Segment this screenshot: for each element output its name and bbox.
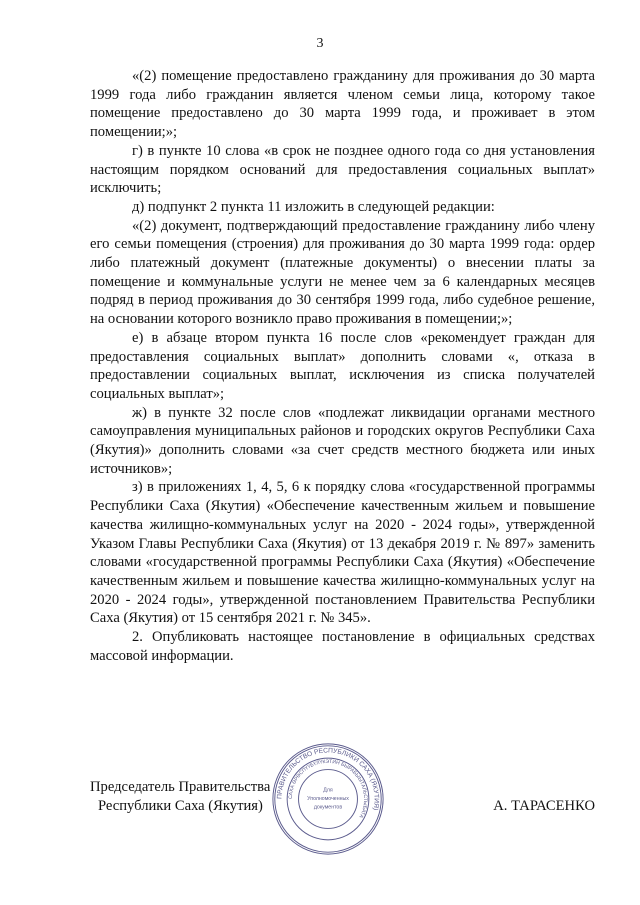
paragraph: д) подпункт 2 пункта 11 изложить в следующей редакции:: [132, 198, 495, 215]
seal-center-text-1: Для: [323, 787, 333, 794]
official-seal: [271, 742, 385, 856]
seal-inner-text: САХА ӨРӨСПҮҮБҮЛҮКЭТИН БЫРАБЫЫТАЛЬСТЫБАТА: [287, 758, 369, 819]
paragraph: «(2) документ, подтверждающий предоставление гражданину либо члену его семьи помещения (строения) для проживания до 30 марта 1999 года: ордер либо платежный документ (платежные документы) о внесении платы за помещение и коммунальные услуги не менее чем за 6 календарных месяцев подряд в период проживания до 30 сентября 1999 года, либо судебное решение, на основании которого возникло право проживания в помещении;»;: [90, 217, 595, 328]
signatory-name: А. ТАРАСЕНКО: [493, 798, 595, 814]
paragraph: е) в абзаце втором пункта 16 после слов «рекомендует граждан для предоставления социальных выплат» дополнить словами «, отказа в предоставлении социальных выплат, исключения из списка получателей социальных выплат»;: [90, 329, 595, 402]
document-body: [90, 67, 595, 666]
signatory-title-line-2: Республики Саха (Якутия): [98, 798, 263, 814]
paragraph: ж) в пункте 32 после слов «подлежат ликвидации органами местного самоуправления муниципальных районов и городских округов Республики Саха (Якутия)» дополнить словами «за счет средств местного бюджета или иных источников»;: [90, 404, 595, 477]
page-number: 3: [316, 36, 324, 51]
paragraph: г) в пункте 10 слова «в срок не позднее одного года со дня установления настоящим порядком оснований для предоставления социальных выплат» исключить;: [90, 142, 595, 197]
paragraph: «(2) помещение предоставлено гражданину для проживания до 30 марта 1999 года либо гражданин является членом семьи лица, которому такое помещение предоставлено до 30 марта 1999 года, и проживает в этом помещении;»;: [90, 68, 595, 141]
paragraph: 2. Опубликовать настоящее постановление в официальных средствах массовой информации.: [90, 629, 595, 664]
seal-center-text-3: документов: [313, 804, 343, 811]
seal-outer-text: ПРАВИТЕЛЬСТВО РЕСПУБЛИКИ САХА (ЯКУТИЯ): [276, 747, 380, 811]
signatory-title-line-1: Председатель Правительства: [90, 779, 271, 795]
paragraph: з) в приложениях 1, 4, 5, 6 к порядку слова «государственной программы Республики Саха (Якутия) «Обеспечение качественным жильем и повышение качества жилищно-коммунальных услуг на 2020 - 2024 годы», утвержденной Указом Главы Республики Саха (Якутия) от 13 декабря 2019 г. № 897» заменить словами «государственной программы Республики Саха (Якутия) «Обеспечение качественным жильем и повышение качества жилищно-коммунальных услуг на 2020 - 2024 годы», утвержденной постановлением Правительства Республики Саха (Якутия) от 15 сентября 2021 г. № 345».: [90, 479, 595, 627]
seal-center-text-2: Уполномоченных: [307, 795, 349, 802]
